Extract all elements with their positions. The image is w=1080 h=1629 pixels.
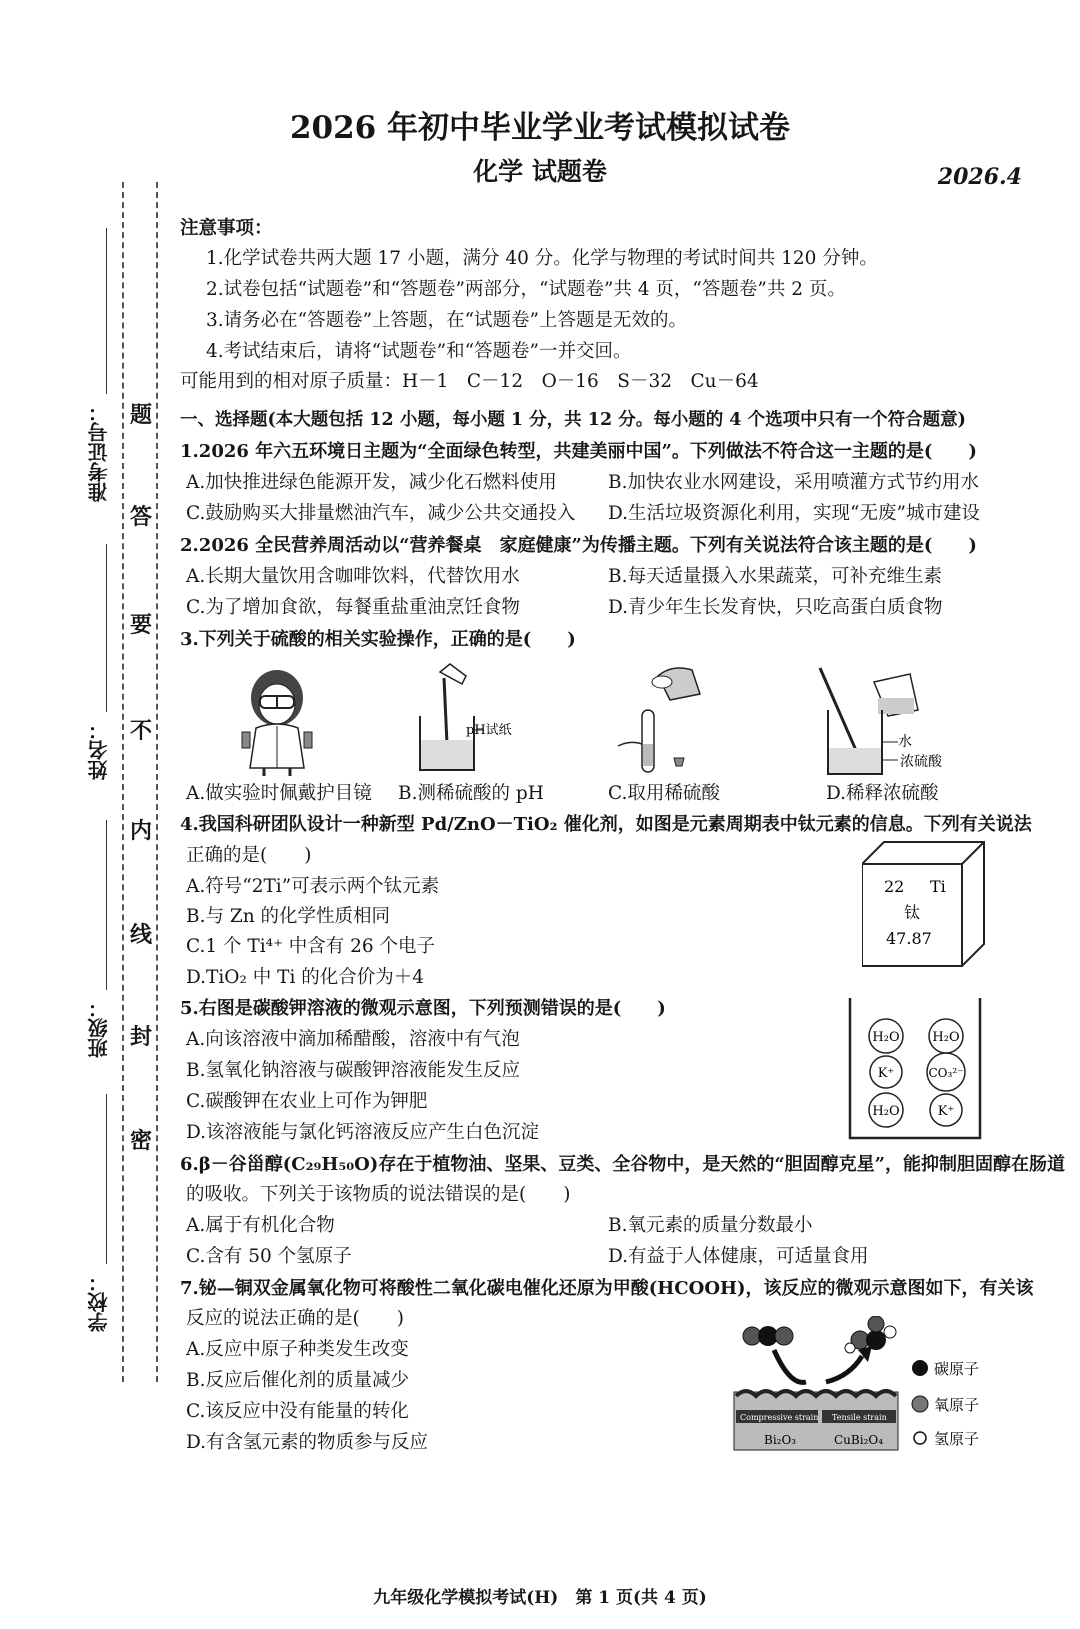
co2-molecule xyxy=(743,1326,793,1346)
svg-text:H₂O: H₂O xyxy=(872,1104,900,1119)
page-footer: 九年级化学模拟考试(H) 第 1 页(共 4 页) xyxy=(373,1588,707,1608)
class-label: 班级： xyxy=(87,998,111,1058)
q7-option-b: B.反应后催化剂的质量减少 xyxy=(186,1370,409,1391)
particle-k-ion xyxy=(870,1056,902,1088)
arrow-icon xyxy=(826,1356,862,1382)
school-label: 学校： xyxy=(87,1272,111,1332)
svg-text:H₂O: H₂O xyxy=(932,1030,960,1045)
binding-word: 不 xyxy=(129,718,152,744)
svg-text:K⁺: K⁺ xyxy=(877,1066,895,1081)
particle-k-ion xyxy=(930,1094,962,1126)
q3-option-b: B.测稀硫酸的 pH xyxy=(398,783,544,804)
q4-option-c: C.1 个 Ti⁴⁺ 中含有 26 个电子 xyxy=(186,936,436,957)
binding-word: 答 xyxy=(129,504,152,530)
section-heading: 一、选择题(本大题包括 12 小题，每小题 1 分，共 12 分。每小题的 4 个选项中只有一个符合题意) xyxy=(180,410,966,430)
notice-item: 3.请务必在“答题卷”上答题，在“试题卷”上答题是无效的。 xyxy=(206,310,687,331)
atom-legend xyxy=(910,1356,990,1452)
q1-option-c: C.鼓励购买大排量燃油汽车，减少公共交通投入 xyxy=(186,503,576,524)
compressive-strain-label: Compressive strain xyxy=(740,1413,819,1422)
titanium-element-card xyxy=(862,840,986,970)
q3-option-a: A.做实验时佩戴护目镜 xyxy=(186,783,372,804)
q4-option-b: B.与 Zn 的化学性质相同 xyxy=(186,906,391,927)
exam-subtitle: 化学 试题卷 xyxy=(473,157,607,186)
q7-option-a: A.反应中原子种类发生改变 xyxy=(186,1339,409,1360)
notice-item: 2.试卷包括“试题卷”和“答题卷”两部分，“试题卷”共 4 页，“答题卷”共 2 页。 xyxy=(206,279,846,300)
q4-option-d: D.TiO₂ 中 Ti 的化合价为＋4 xyxy=(186,967,425,988)
water-label: 水 xyxy=(898,734,912,750)
q1-option-a: A.加快推进绿色能源开发，减少化石燃料使用 xyxy=(186,472,557,493)
question-6-stem-cont: 的吸收。下列关于该物质的说法错误的是( ) xyxy=(186,1184,571,1205)
q2-option-b: B.每天适量摄入水果蔬菜，可补充维生素 xyxy=(608,566,942,587)
binding-word: 线 xyxy=(129,922,152,948)
cubi2o4-label: CuBi₂O₄ xyxy=(834,1433,884,1447)
dilute-acid-figure xyxy=(812,664,962,778)
potassium-carbonate-beaker xyxy=(846,996,986,1142)
q1-option-b: B.加快农业水网建设，采用喷灌方式节约用水 xyxy=(608,472,979,493)
question-4-stem: 4.我国科研团队设计一种新型 Pd/ZnO－TiO₂ 催化剂，如图是元素周期表中钛元素的信息。下列有关说法 xyxy=(180,814,1032,835)
q5-option-b: B.氢氧化钠溶液与碳酸钾溶液能发生反应 xyxy=(186,1060,520,1081)
name-line xyxy=(106,544,107,712)
element-mass: 47.87 xyxy=(886,929,932,948)
exam-title: 2026 年初中毕业学业考试模拟试卷 xyxy=(289,110,791,146)
question-6-stem: 6.β－谷甾醇(C₂₉H₅₀O)存在于植物油、坚果、豆类、全谷物中，是天然的“胆固醇克星”，能抑制胆固醇在肠道 xyxy=(180,1154,1066,1175)
class-line xyxy=(106,820,107,990)
carbon-atom-legend xyxy=(912,1360,979,1378)
bi2o3-label: Bi₂O₃ xyxy=(764,1433,797,1447)
catalyst-reaction-diagram xyxy=(730,1316,902,1454)
binding-line-right xyxy=(156,182,158,1382)
notice-heading: 注意事项： xyxy=(180,218,273,239)
binding-word: 题 xyxy=(129,402,152,428)
oxygen-atom-legend xyxy=(912,1396,979,1414)
question-4-stem-cont: 正确的是( ) xyxy=(186,845,312,866)
particle-h2o xyxy=(869,1093,903,1127)
q2-option-a: A.长期大量饮用含咖啡饮料，代替饮用水 xyxy=(186,566,520,587)
particle-carbonate-ion xyxy=(927,1053,965,1091)
notice-item: 4.考试结束后，请将“试题卷”和“答题卷”一并交回。 xyxy=(206,341,632,362)
q2-option-d: D.青少年生长发育快，只吃高蛋白质食物 xyxy=(608,597,943,618)
arrow-icon xyxy=(774,1350,806,1382)
q6-option-d: D.有益于人体健康，可适量食用 xyxy=(608,1246,869,1267)
notice-item: 1.化学试卷共两大题 17 小题，满分 40 分。化学与物理的考试时间共 120 分钟。 xyxy=(206,248,878,269)
svg-text:CO₃²⁻: CO₃²⁻ xyxy=(928,1066,964,1080)
element-atomic-number: 22 xyxy=(884,877,905,896)
exam-id-line xyxy=(106,228,107,394)
q4-option-a: A.符号“2Ti”可表示两个钛元素 xyxy=(186,876,440,897)
exam-date: 2026.4 xyxy=(937,164,1022,190)
ph-paper-label: pH试纸 xyxy=(466,723,512,738)
particle-h2o xyxy=(929,1019,963,1053)
exam-id-label: 准考证号： xyxy=(87,402,111,502)
q7-option-d: D.有含氢元素的物质参与反应 xyxy=(186,1432,429,1453)
q5-option-a: A.向该溶液中滴加稀醋酸，溶液中有气泡 xyxy=(186,1029,520,1050)
pour-acid-figure xyxy=(612,660,712,778)
q3-option-c: C.取用稀硫酸 xyxy=(608,783,720,804)
q5-option-c: C.碳酸钾在农业上可作为钾肥 xyxy=(186,1091,428,1112)
binding-word: 内 xyxy=(129,818,152,844)
q6-option-c: C.含有 50 个氢原子 xyxy=(186,1246,352,1267)
hydrogen-atom-legend xyxy=(914,1430,979,1448)
school-line xyxy=(106,1094,107,1264)
goggles-figure xyxy=(232,668,322,778)
q2-option-c: C.为了增加食欲，每餐重盐重油烹饪食物 xyxy=(186,597,520,618)
question-3-stem: 3.下列关于硫酸的相关实验操作，正确的是( ) xyxy=(180,629,576,650)
svg-text:K⁺: K⁺ xyxy=(937,1104,955,1119)
question-7-stem: 7.铋—铜双金属氧化物可将酸性二氧化碳电催化还原为甲酸(HCOOH)，该反应的微观示意图如下，有关该 xyxy=(180,1278,1034,1299)
svg-text:碳原子: 碳原子 xyxy=(934,1360,980,1378)
tensile-strain-label: Tensile strain xyxy=(832,1413,887,1422)
binding-word: 要 xyxy=(129,612,152,638)
particle-h2o xyxy=(869,1019,903,1053)
q6-option-b: B.氧元素的质量分数最小 xyxy=(608,1215,813,1236)
svg-text:氧原子: 氧原子 xyxy=(934,1396,980,1414)
element-name: 钛 xyxy=(904,903,921,922)
binding-word: 封 xyxy=(129,1024,152,1050)
question-5-stem: 5.右图是碳酸钾溶液的微观示意图，下列预测错误的是( ) xyxy=(180,998,666,1019)
q7-option-c: C.该反应中没有能量的转化 xyxy=(186,1401,409,1422)
q6-option-a: A.属于有机化合物 xyxy=(186,1215,335,1236)
question-7-stem-cont: 反应的说法正确的是( ) xyxy=(186,1308,404,1329)
question-2-stem: 2.2026 全民营养周活动以“营养餐桌 家庭健康”为传播主题。下列有关说法符合该主题的是( ) xyxy=(180,535,977,556)
svg-text:H₂O: H₂O xyxy=(872,1030,900,1045)
q3-option-d: D.稀释浓硫酸 xyxy=(826,783,939,804)
svg-text:氢原子: 氢原子 xyxy=(934,1430,980,1448)
q5-option-d: D.该溶液能与氯化钙溶液反应产生白色沉淀 xyxy=(186,1122,540,1143)
binding-line-left xyxy=(122,182,124,1382)
ph-test-figure xyxy=(404,662,534,778)
element-symbol: Ti xyxy=(930,877,946,896)
name-label: 姓名： xyxy=(87,720,111,780)
conc-acid-label: 浓硫酸 xyxy=(900,754,942,770)
atomic-masses: 可能用到的相对原子质量：H－1 C－12 O－16 S－32 Cu－64 xyxy=(180,371,759,392)
question-1-stem: 1.2026 年六五环境日主题为“全面绿色转型，共建美丽中国”。下列做法不符合这一主题的是( ) xyxy=(180,441,977,462)
binding-word: 密 xyxy=(129,1128,152,1154)
q1-option-d: D.生活垃圾资源化利用，实现“无废”城市建设 xyxy=(608,503,980,524)
